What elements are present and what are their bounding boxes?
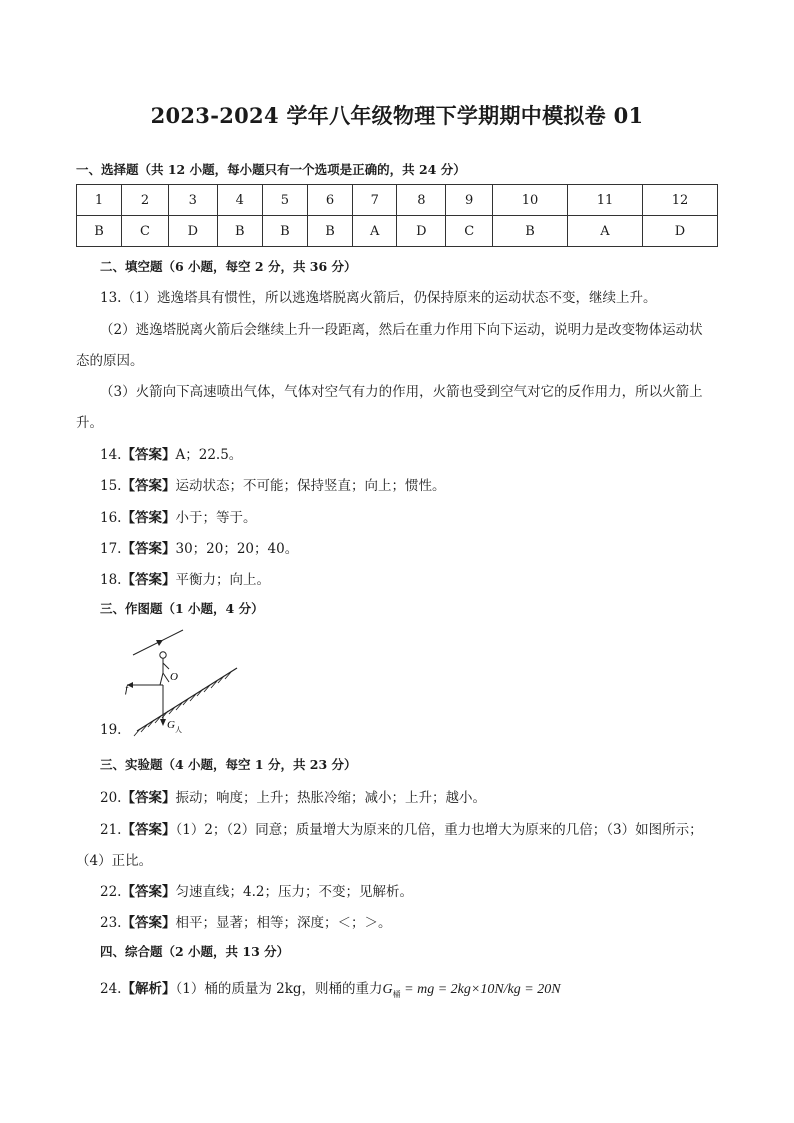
q24-analysis [100,977,561,1000]
answer-tag: 【答案】 [121,884,176,900]
question-number: 17. [100,541,122,557]
section-experiment-heading: 三、实验题（4 小题，每空 1 分，共 23 分） [100,757,357,772]
incline-line [137,668,237,731]
answer-text: 30；20；20；40。 [175,541,299,557]
table-cell: 7 [353,185,397,216]
answer-text: 相平；显著；相等；深度；＜；＞。 [175,915,392,931]
formula-expression: = mg = 2kg×10N/kg = 20N [400,982,561,997]
question-number: 15. [100,478,122,494]
table-cell: 12 [642,185,717,216]
question-number: 24. [100,981,122,997]
answer-tag: 【答案】 [121,790,176,806]
answer-text: （1）2；（2）同意；质量增大为原来的几倍，重力也增大为原来的几倍；（3）如图所示； [175,822,703,838]
table-cell: 8 [397,185,446,216]
table-cell: B [307,216,352,247]
table-cell: 1 [77,185,122,216]
question-number: 18. [100,572,122,588]
table-cell: 2 [122,185,169,216]
table-cell: 10 [493,185,568,216]
q15-answer [100,474,445,494]
analysis-tag: 【解析】 [121,981,176,997]
q19-number: 19. [100,722,122,738]
table-cell: A [568,216,643,247]
gravity-formula [383,982,561,997]
q21-answer [100,818,703,838]
table-cell: D [397,216,446,247]
q21-answer-continued: （4）正比。 [76,853,153,869]
section-comprehensive-heading: 四、综合题（2 小题，共 13 分） [100,944,290,959]
table-cell: D [642,216,717,247]
table-cell: B [262,216,307,247]
q23-answer [100,911,391,931]
answer-tag: 【答案】 [121,541,176,557]
q14-answer [100,443,242,463]
q17-answer [100,537,298,557]
section-drawing-heading: 三、作图题（1 小题，4 分） [100,601,264,616]
q22-answer [100,880,413,900]
table-cell: 3 [168,185,217,216]
table-cell: A [353,216,397,247]
table-cell: C [446,216,493,247]
q13-paragraph-1: 13.（1）逃逸塔具有惯性，所以逃逸塔脱离火箭后，仍保持原来的运动状态不变，继续上升。 [100,290,657,306]
person-figure [160,652,169,685]
answer-tag: 【答案】 [121,822,176,838]
answer-tag: 【答案】 [121,478,176,494]
table-cell: C [122,216,169,247]
answer-tag: 【答案】 [121,510,176,526]
question-number: 14. [100,447,122,463]
answer-text: 运动状态；不可能；保持竖直；向上；惯性。 [175,478,446,494]
table-cell: B [77,216,122,247]
answer-tag: 【答案】 [121,915,176,931]
table-row-answers [77,216,718,247]
gravity-subscript: 人 [175,726,182,734]
table-cell: 5 [262,185,307,216]
question-number: 20. [100,790,122,806]
table-cell: 9 [446,185,493,216]
question-number: 22. [100,884,122,900]
question-number: 23. [100,915,122,931]
q18-answer [100,568,270,588]
q20-answer [100,786,486,806]
analysis-text: （1）桶的质量为 2kg，则桶的重力 [175,981,383,997]
answer-text: 小于；等于。 [175,510,257,526]
formula-symbol: G [382,982,393,997]
q13-paragraph-3a: （3）火箭向下高速喷出气体，气体对空气有力的作用，火箭也受到空气对它的反作用力，所以火箭上 [100,384,703,400]
table-row-numbers [77,185,718,216]
force-diagram-figure [125,628,245,740]
gravity-label: G [167,719,175,731]
answer-table [76,184,718,247]
answer-tag: 【答案】 [121,447,176,463]
q13-paragraph-3b: 升。 [76,415,103,431]
table-cell: 6 [307,185,352,216]
section-fill-heading: 二、填空题（6 小题，每空 2 分，共 36 分） [100,259,357,274]
answer-text: 振动；响度；上升；热胀冷缩；减小；上升；越小。 [175,790,486,806]
formula-subscript: 桶 [392,989,401,999]
table-cell: 4 [217,185,262,216]
q13-paragraph-2b: 态的原因。 [76,353,144,369]
question-number: 16. [100,510,122,526]
answer-text: 平衡力；向上。 [175,572,270,588]
friction-label: f [125,683,129,695]
q16-answer [100,506,256,526]
table-cell: D [168,216,217,247]
question-number: 21. [100,822,122,838]
table-cell: 11 [568,185,643,216]
answer-tag: 【答案】 [121,572,176,588]
point-o-label: O [170,671,178,683]
table-cell: B [493,216,568,247]
section-choice-heading: 一、选择题（共 12 小题，每小题只有一个选项是正确的，共 24 分） [76,162,466,177]
answer-text: 匀速直线；4.2；压力；不变；见解析。 [175,884,413,900]
table-cell: B [217,216,262,247]
page-title: 2023-2024 学年八年级物理下学期期中模拟卷 01 [150,103,644,128]
answer-text: A；22.5。 [175,447,243,463]
q13-paragraph-2a: （2）逃逸塔脱离火箭后会继续上升一段距离，然后在重力作用下向下运动，说明力是改变物体运动状 [100,322,703,338]
gravity-arrowhead [160,719,166,726]
incline-hatching [134,672,231,736]
